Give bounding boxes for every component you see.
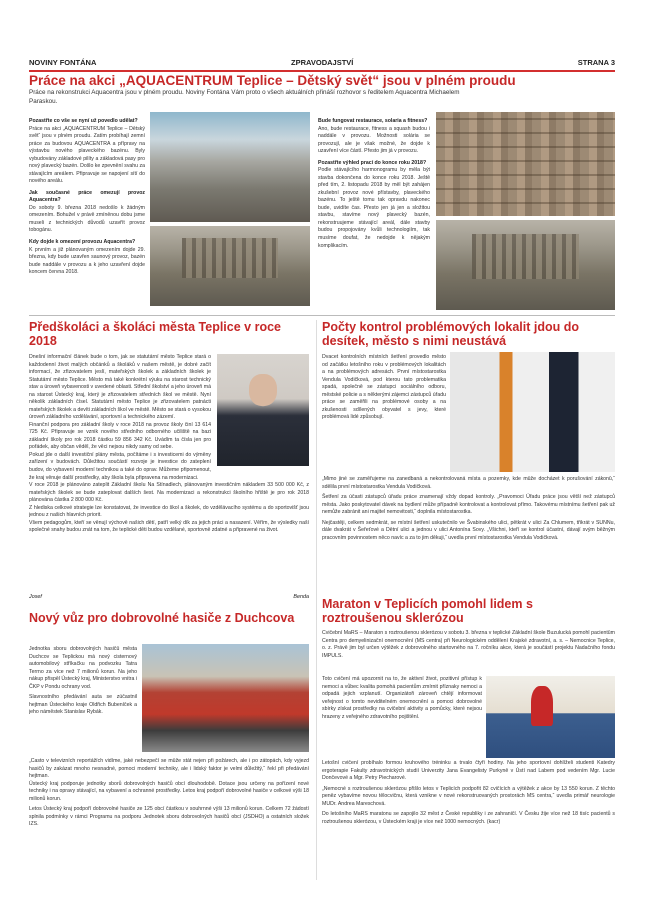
article2-paragraph: V roce 2018 je plánováno zateplit Základní školu Na Stínadlech, plánovaným investičním nákladem 33 500 000 Kč, z mateřských školek se bude zateplovat dalších šest. Na modernizaci a rekonstrukci školního hřiště je pro rok 2018 plánována částka 2 800 000 Kč. [29,482,309,504]
article3-title: Nový vůz pro dobrovolné hasiče z Duchcova [29,611,295,625]
article1-col2 [318,118,430,310]
column-divider [316,320,317,880]
article4-paragraph: „Mimo jiné se zaměřujeme na zanedbaná a nekontrolovaná místa a pozemky, kde může docházet k porušování zákonů,“ sdělila první místostarostka Vendula Vodičková. [322,476,615,490]
signature-last-name: Benda [293,594,309,600]
article4-col2 [322,476,615,594]
article5-paragraph: Letošní cvičení probíhalo formou kruhového tréninku a trvalo čtyři hodiny. Na jeho sportovní dohlíželi studenti Katedry ergoterapie Fakulty zdravotnických studií Univerzity Jana Evangelisty Purkyně v Ústí nad Labem pod vedením Mgr. Lucie Dončevové a Mgr. Petry Piecharové. [322,760,615,782]
article2-paragraph: Všem pedagogům, kteří se věnují výchově našich dětí, patří velký dík za jejich práci a nasazení. Věřím, že výsledky naší společné snahy budou znát na tom, že teplické děti budou vzdělané, sportovně zdatné a připravené na život. [29,519,309,534]
article3-paragraph: „Často v televizních reportážích vidíme, jaké nebezpečí se může stát nejen při požárech, ale i po zátopách, kdy vyjezd hasičů by zakázat mnoho nesnadné, pomoci moderní techniky, ale i lidský faktor je velmi důležitý,“ řekl při předávání hejtman. [29,758,309,780]
exercise-event-photo [486,676,615,758]
mayor-portrait-photo [217,354,309,466]
article1-lead: Práce na rekonstrukci Aquacentra jsou v plném proudu. Noviny Fontána Vám proto o všech aktuálních přináší rozhovor s ředitelem Aquacentra Michaelem Paraskou. [29,89,460,105]
article4-paragraph: Nejčastěji, celkem sedmkrát, se místní šetření uskutečnilo ve Švabinského ulici, pětkrát v ulici Za Chlumem, třikrát v SUNNu, dále dvakrát v Šeřeťové a Dětní ulici a jednou v ulici Antonína Sovy. „Všichni, kteří se kontrol účastní, dávají svým běžným pracovním povinnostem něco navíc a za to jim děkuji,“ uvedla první místostarostka Vendula Vodičková. [322,519,615,541]
header-rule [29,70,615,72]
article1-answer: Ano, bude restaurace, fitness a squash budou i naddále v provozu. Možnosti solária se provozují, ale je však možné, že dojde k uzavření více částí. Přesto jim já v provozu. [318,125,430,155]
article1-question: Kdy dojde k omezení provozu Aquacentra? [29,238,136,245]
article2-paragraph: Dnešní informační článek bude o tom, jak se statutární město Teplice stará o každodenní život malých občánků a školáků v našem městě, je dobré začít informací, že zřizovatelem jeslí, mateřských školek a základních školek je Statutární město Teplice. Město má také konkrétní výuku na starost technický stav a úroveň vybavenosti v uvedené oblasti. Střední školství a jeho úroveň má na starost Ústecký kraj, který je zřizovatelem středních škol ve městě. Nyní několik základních čísel. Statutární město Teplice je zřizovatelem patnácti mateřských školek a devíti základních škol ve městě. Město se stará o vysokou úroveň základního vzdělávání, sportovní a technického zázemí. [29,354,211,421]
article3-paragraph: Ústecký kraj podporuje jednotky sborů dobrovolných hasičů obcí dlouhodobě. Dotace jsou určeny na pořízení nové techniky i na opravy stávající, na vybavení a ochranné prostředky. Letos kraj podpoří dobrovolné hasiče v celkové výši 18 milionů korun. [29,780,309,802]
article1-answer: K prvním a již plánovaným omezením dojde 29. března, kdy bude uzavřen saunový provoz, bazén bude naddále v provozu a k jeho uzavření dojde koncem června 2018. [29,246,145,276]
article1-title: Práce na akci „AQUACENTRUM Teplice – Dětský svět“ jsou v plném proudu [29,73,516,88]
section-divider [29,315,615,316]
article5-paragraph: Do letošního MaRS maratonu se zapojilo 32 měst z České republiky i ze zahraničí. V Česku žije více než 18 tisíc pacientů s roztroušenou sklerózou, v Ústeckém kraji je více než 1000 nemocných. (kacr) [322,811,615,825]
signature-first-name: Josef [29,594,42,600]
article5-paragraph: Cvičební MaRS – Maraton s roztroušenou sklerózou v sobotu 3. března v teplické Základní škole Buzulucká pomohl pacientům Centra pro demyelinizační onemocnění (MS centra) při Neurologickém oddělení Krajské zdravotní, a. s. – Nemocnice Teplice, o. z. Právě jim byl určen výtěžek z dobrovolného startovného na 7. ročníku akce, která je součástí projektu Nadačního fondu IMPULS. [322,630,615,659]
article4-paragraph: Šetření za účasti zástupců úřadu práce znamenají vždy dopad kontroly. „Pravomoci Úřadu práce jsou větší než zástupců města. Jako poskytovatel dávek na bydlení může případně kontrolovat a kontrolovat přímo. Takovému místnímu šetření pak už nemůže zabránit ani majitel nemovitosti,“ doplnila místostarostka. [322,494,615,516]
article5-intro [322,630,615,674]
article3-col2 [29,758,309,878]
aquacentrum-construction-photo [150,112,310,222]
article1-question: Pozastřte co vše se nyní už povedlo udělat? [29,118,138,124]
article2-title: Předškoláci a školáci města Teplice v roce 2018 [29,320,281,348]
article2-paragraph: Pokud jde o další investiční plány města, počítáme i s investicemi do výměny zařízení v budovách. Důležitou součástí rozvoje je investice do zateplení budov, do vybavení moderní technikou a také do oprav. Můžeme připomenout, že kraj věnuje další prostředky, aby škola byla připravena na modernizaci. [29,451,211,481]
article5-paragraph: „Nemocné s roztroušenou sklerózou přišlo letos v Teplicích podpořit 82 cvičících a výtěžek z akce by 13 550 korun. Z těchto peněz vybavíme novou tělocvičnu, která vznikne v nové rekonstruovaných prostorách MS centra,“ uvedla primář neurologie MUDr. Andrea Mareschová. [322,785,615,807]
newspaper-name: NOVINY FONTÁNA [29,58,97,67]
article3-paragraph: Slavnostního předávání auta se zúčastnil hejtman Ústeckého kraje Oldřich Bubeníček a jeho náměstek Stanislav Rybák. [29,694,137,716]
article2-paragraph: Finanční podpora pro základní školy v roce 2018 na provoz školy činí 13 614 725 Kč. Připravuje se vznik nového středního odborného učiliště na bazi základní školy pro rok 2018 částku 59 856 342 Kč. Uvádím ta čísla jen pro pořádek, aby občan věděl, že věci nejsou nikdy samy od sebe. [29,421,211,451]
police-inspection-photo [450,352,615,472]
article5-col1 [322,676,482,746]
article5-title: Maraton v Teplicích pomohl lidem s roztroušenou sklerózou [322,597,533,625]
article1-question: Bude fungovat restaurace, solaria a fitness? [318,118,428,124]
tiles-stack-photo [436,112,615,216]
article1-answer: Do soboty 9. března 2018 nedošlo k žádným omezením. Bohužel v právě zmíněnou dobu jsme museli z technických důvodů uzavřít provoz tobogánu. [29,204,145,234]
construction-hall-photo [436,220,615,310]
article1-answer: Práce na akci „AQUACENTRUM Teplice – Dětský svět“ jsou v plném proudu. Zatím probíhají zemní práce za budovou AQUACENTRA a přípravy na výstavbu nového plaveckého bazénu. Byly vybudovány základové pilíty a základová pasy pro nový plavecký bazén. Došlo ke zpevnění svahu za stávajícím areálem. Připravuje se napojení sítí do nového areálu. [29,125,145,185]
article3-col1 [29,646,137,756]
page-header [29,56,615,70]
fire-truck-photo [142,644,309,752]
article1-col1 [29,118,145,314]
article2-body [29,354,309,592]
article5-col2 [322,760,615,882]
article4-paragraph: Dvacet kontrolních místních šetření provedlo město od začátku letošního roku v problémových lokalitách a na problémových adresách. První místostarostka Vendula Vodičková, pod kterou tato problematika spadá, společně se zástupci sociálního odboru, městské policie a s některými zájemci zástupců úřadu práce se zaměřili na problémové osoby a na zkušenosti sdílených obyvatel s jevy, které problémová lidé způsobují. [322,354,446,421]
article3-paragraph: Letos Ústecký kraj podpoří dobrovolné hasiče ze 125 obcí částkou v souhrnné výši 13 milionů korun. Celkem 72 žádostí splnila podmínky v rámci Programu na podporu Jednotek sboru dobrovolných hasičů obcí (JSDHO) a ostatních složek IZS. [29,806,309,828]
page-number: STRANA 3 [577,58,615,67]
section-name: ZPRAVODAJSTVÍ [291,58,354,67]
building-site-photo [150,226,310,306]
article1-question: Jak současné práce omezují provoz Aquacentra? [29,189,145,204]
article1-answer: Podle stávajícího harmonogramu by měla být stavba dokončena do konce roku 2018. Ještě před tím, 2. listopadu 2018 by měl být zahájen zkušební provoz nové přístavby, plaveckého bazénu. To ještě tomu tak opravdu nakonec bude, uvidíte čas. Přesto jen já jen a složitou stavbu, stavíme nový plavecký bazén, rekonstruujeme stávající areál, dále stavby budou propojovány kvůli technologiím, tak musíme doufat, že nedojde k nějakým komplikacím. [318,167,430,249]
article1-question: Pozastřte výhled prací do konce roku 2018? [318,159,427,166]
article4-title: Počty kontrol problémových lokalit jdou do desítek, město s nimi neustává [322,320,579,348]
article2-paragraph: Z hlediska celkové strategie lze konstatovat, že investice do škol a školek, do vzdělávacího systému a do sportovišť jsou jednou z našich hlavních priorit. [29,504,309,519]
article3-paragraph: Jednotka sboru dobrovolných hasičů města Duchcov se Teplickou má nový cisternový automobilový stříkačku na podvozku Tatra Terrno za více než 7 milionů korun. Na jeho nákup přispěl Ústecký kraj, Ministerstvo vnitra i ČKP v Pondu ochrany vod. [29,646,137,690]
article5-paragraph: Toto cvičení má upozornit na to, že aktivní život, pozitivní přístup k nemoci a vůbec kvalita pomohá pacientům zmírnit příznaky nemoci a odpadá jejich vzplanutí. Organizátoři zároveň chtějí informovat veřejnost o tomto neviditelném onemocnění a pomoci dobrovolné sbírky získat prostředky na cvičební aktivity a pomůcky, které nejsou hrazeny z veřejného zdravotního pojištění. [322,676,482,720]
article2-signature [29,594,309,600]
